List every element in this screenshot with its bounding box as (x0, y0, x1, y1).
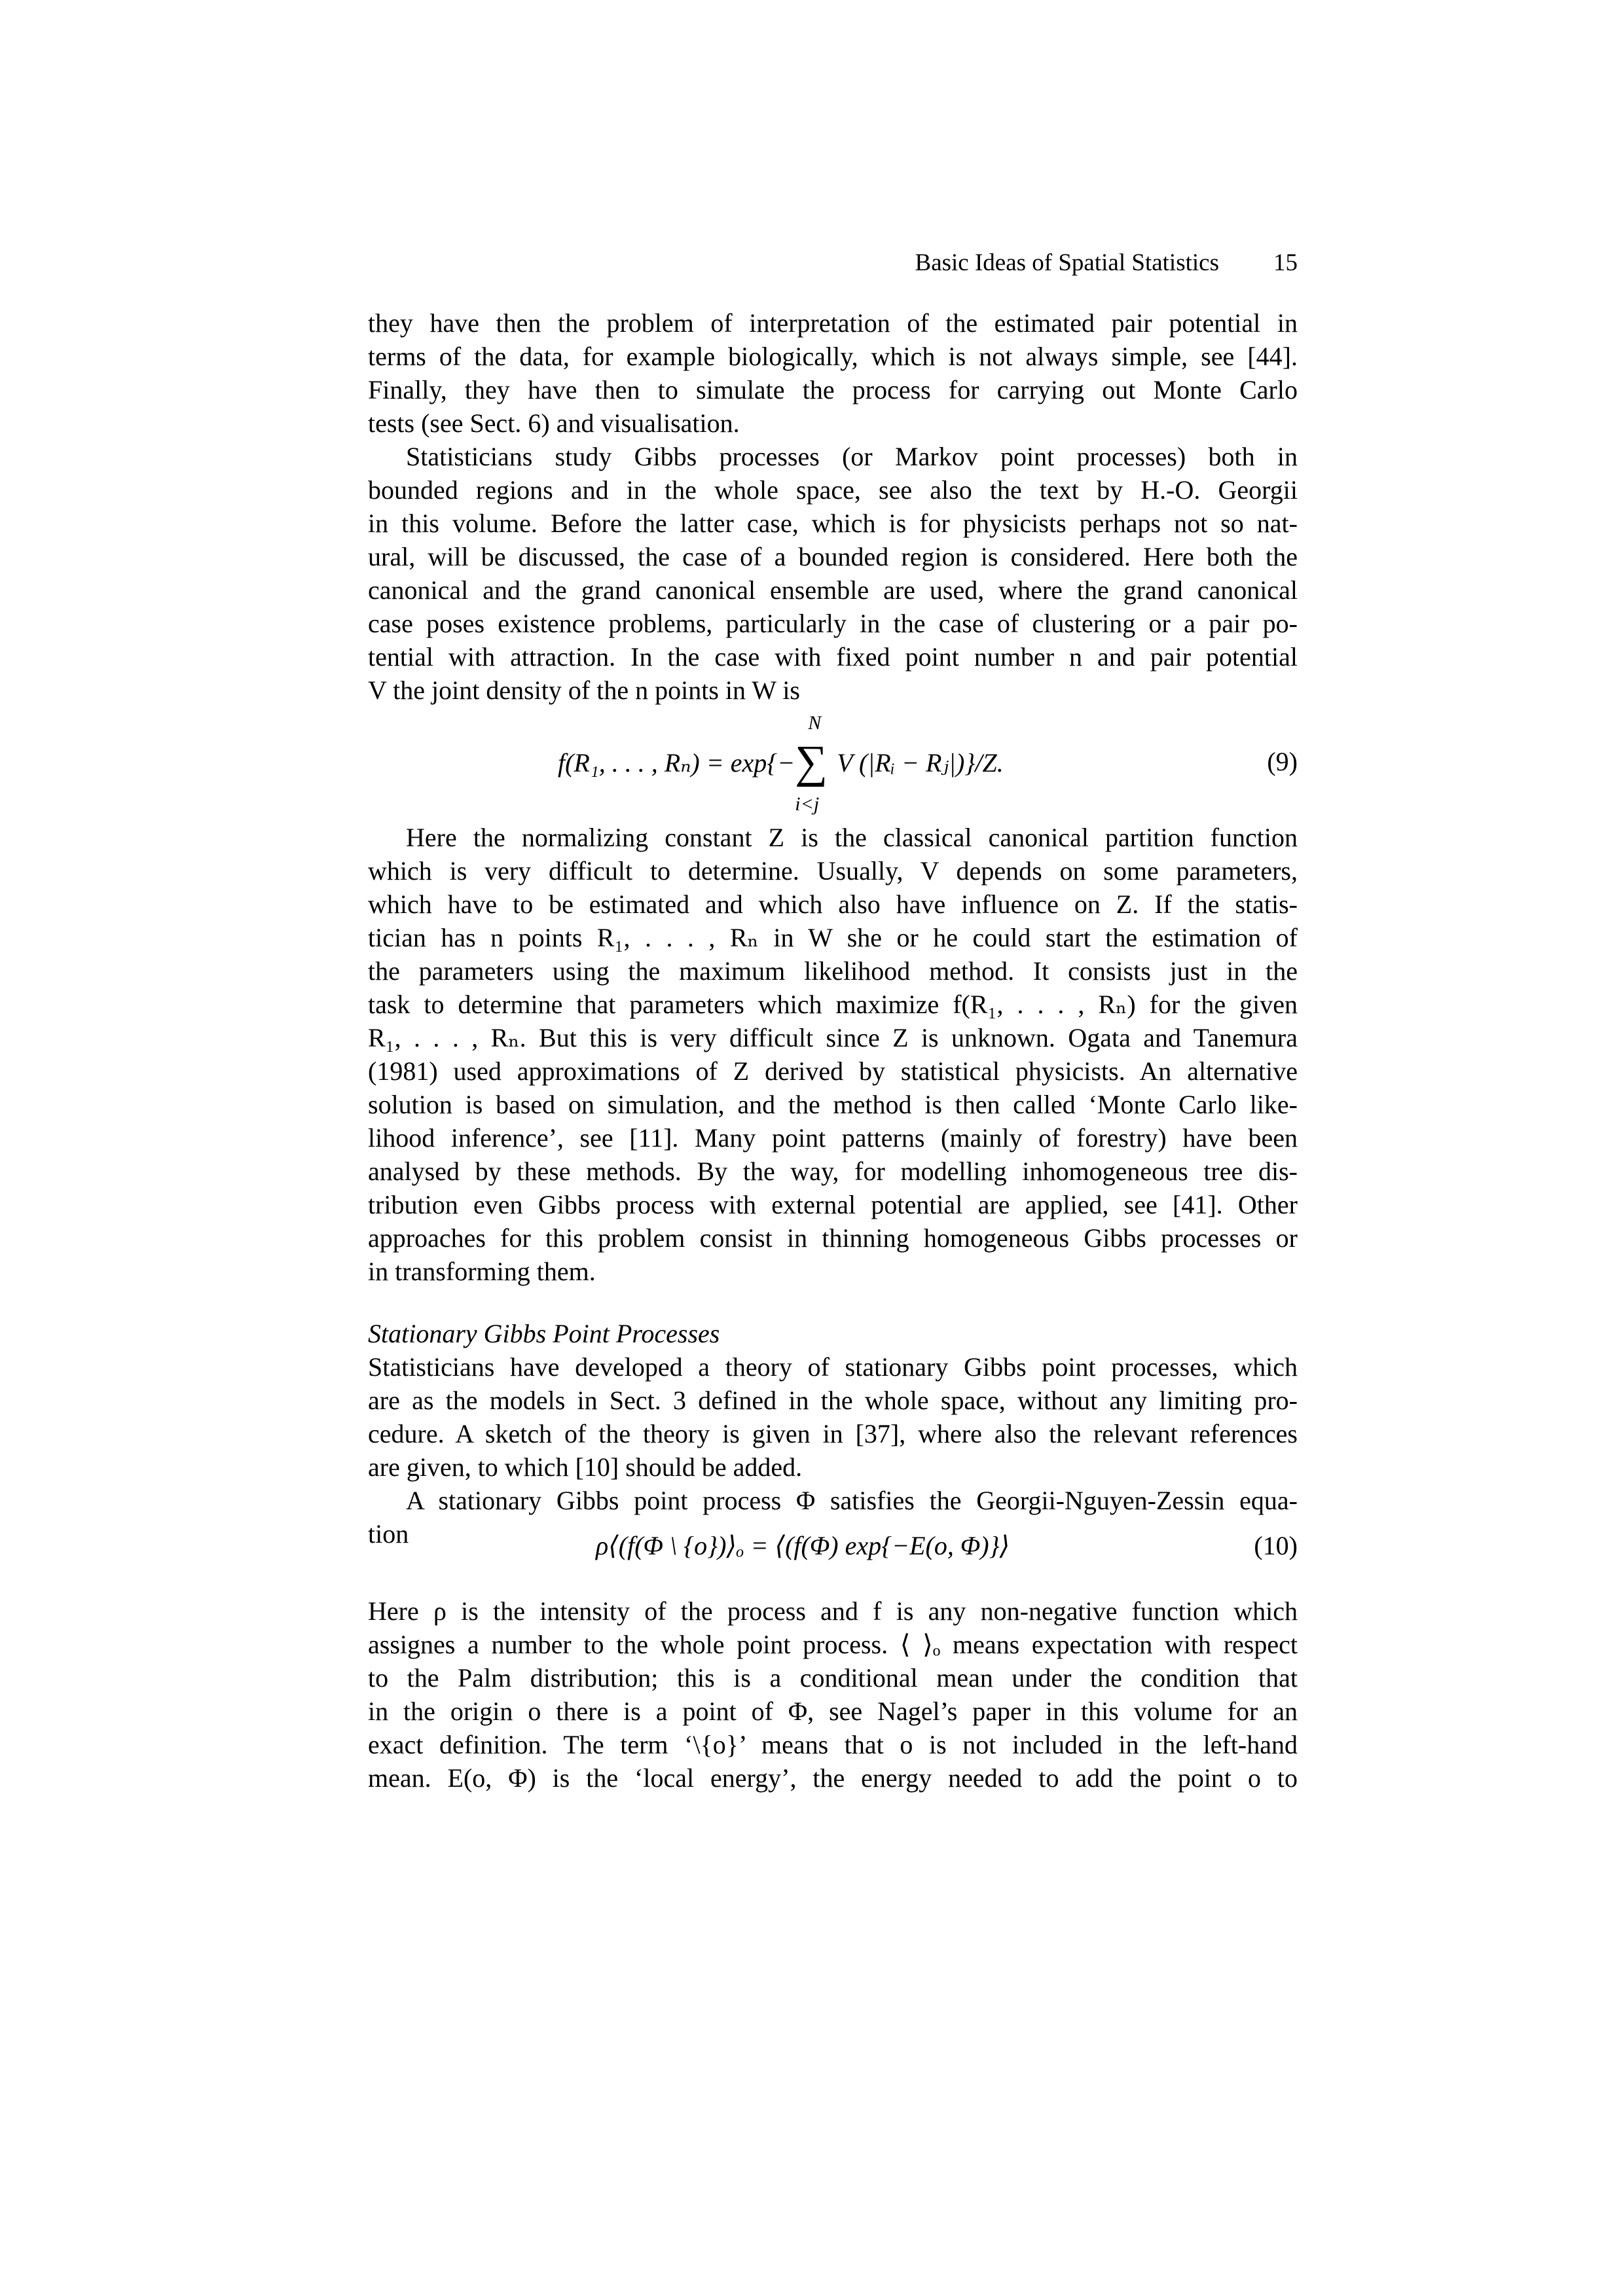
text-line: Statisticians have developed a theory of stationary Gibbs point processes, which (368, 1352, 1298, 1382)
equation-9 (368, 712, 1298, 815)
text-line: to the Palm distribution; this is a conditional mean under the condition that (368, 1663, 1298, 1693)
equation-9-right: V (|Rᵢ − Rⱼ|)}/Z. (837, 748, 1004, 778)
paragraph-3 (368, 821, 1298, 1288)
text-line: V the joint density of the n points in W is (368, 675, 800, 705)
equation-number: (10) (1254, 1531, 1298, 1560)
text-line: approaches for this problem consist in thinning homogeneous Gibbs processes or (368, 1223, 1298, 1253)
text-line: are given, to which [10] should be added. (368, 1452, 803, 1482)
text-line: which have to be estimated and which also have influence on Z. If the statis- (368, 889, 1298, 919)
equation-9-left: f(R₁, . . . , Rₙ) = exp{− (558, 748, 795, 778)
text-line: task to determine that parameters which maximize f(R₁, . . . , Rₙ) for the given (368, 990, 1298, 1019)
text-line: canonical and the grand canonical ensemble are used, where the grand canonical (368, 575, 1298, 605)
text-line: in the origin o there is a point of Φ, see Nagel’s paper in this volume for an (368, 1696, 1298, 1726)
section-stationary-gibbs (368, 1317, 1298, 1551)
text-line: Here ρ is the intensity of the process and f is any non-negative function which (368, 1596, 1298, 1626)
text-line: which is very difficult to determine. Usually, V depends on some parameters, (368, 856, 1298, 886)
text-line: tion (368, 1519, 409, 1549)
text-line: tests (see Sect. 6) and visualisation. (368, 408, 740, 438)
paragraph-6 (368, 1594, 1298, 1795)
text-line: in this volume. Before the latter case, which is for physicists perhaps not so nat- (368, 509, 1298, 538)
text-line: lihood inference’, see [11]. Many point patterns (mainly of forestry) have been (368, 1123, 1298, 1153)
text-line: A stationary Gibbs point process Φ satisfies the Georgii-Nguyen-Zessin equa- (406, 1486, 1298, 1515)
section-heading: Stationary Gibbs Point Processes (368, 1319, 720, 1348)
text-line: case poses existence problems, particularly in the case of clustering or a pair po- (368, 609, 1298, 638)
text-line: mean. E(o, Φ) is the ‘local energy’, the energy needed to add the point o to (368, 1763, 1298, 1793)
text-line: terms of the data, for example biologically, which is not always simple, see [44]. (368, 342, 1298, 371)
text-line: are as the models in Sect. 3 defined in the whole space, without any limiting pro- (368, 1386, 1298, 1415)
text-line: solution is based on simulation, and the method is then called ‘Monte Carlo like- (368, 1090, 1298, 1119)
text-line: tician has n points R₁, . . . , Rₙ in W she or he could start the estimation of (368, 923, 1298, 952)
text-line: tential with attraction. In the case with fixed point number n and pair potential (368, 642, 1298, 672)
paragraph-1 (368, 306, 1298, 707)
equation-10 (368, 1526, 1298, 1566)
text-line: R₁, . . . , Rₙ. But this is very difficult since Z is unknown. Ogata and Tanemura (368, 1023, 1298, 1052)
text-line: in transforming them. (368, 1257, 596, 1286)
text-line: tribution even Gibbs process with external potential are applied, see [41]. Other (368, 1190, 1298, 1219)
text-line: the parameters using the maximum likelihood method. It consists just in the (368, 956, 1298, 986)
summation-sign: ∑ (795, 737, 828, 787)
text-line: they have then the problem of interpretation of the estimated pair potential in (368, 308, 1298, 338)
equation-number: (9) (1267, 747, 1298, 776)
text-line: assignes a number to the whole point process. ⟨ ⟩ₒ means expectation with respect (368, 1630, 1298, 1659)
running-title: Basic Ideas of Spatial Statistics (915, 249, 1219, 276)
text-line: Finally, they have then to simulate the process for carrying out Monte Carlo (368, 375, 1298, 404)
summation-upper-limit: N (808, 712, 822, 734)
text-line: exact definition. The term ‘\{o}’ means that o is not included in the left-hand (368, 1730, 1298, 1759)
equation-9-body (558, 712, 1004, 815)
equation-10-body: ρ⟨(f(Φ \ {o})⟩ₒ = ⟨(f(Φ) exp{−E(o, Φ)}⟩ (596, 1531, 1010, 1560)
running-header (368, 247, 1298, 279)
summation-symbol (795, 712, 837, 815)
text-line: bounded regions and in the whole space, see also the text by H.-O. Georgii (368, 475, 1298, 505)
summation-lower-limit: i<j (795, 793, 820, 815)
text-line: Statisticians study Gibbs processes (or Markov point processes) both in (406, 442, 1298, 471)
text-line: (1981) used approximations of Z derived by statistical physicists. An alternative (368, 1056, 1298, 1086)
text-line: ural, will be discussed, the case of a bounded region is considered. Here both the (368, 542, 1298, 571)
text-line: analysed by these methods. By the way, for modelling inhomogeneous tree dis- (368, 1157, 1298, 1186)
text-line: Here the normalizing constant Z is the classical canonical partition function (406, 823, 1298, 852)
text-line: cedure. A sketch of the theory is given in [37], where also the relevant references (368, 1419, 1298, 1448)
page-number: 15 (1273, 249, 1298, 276)
